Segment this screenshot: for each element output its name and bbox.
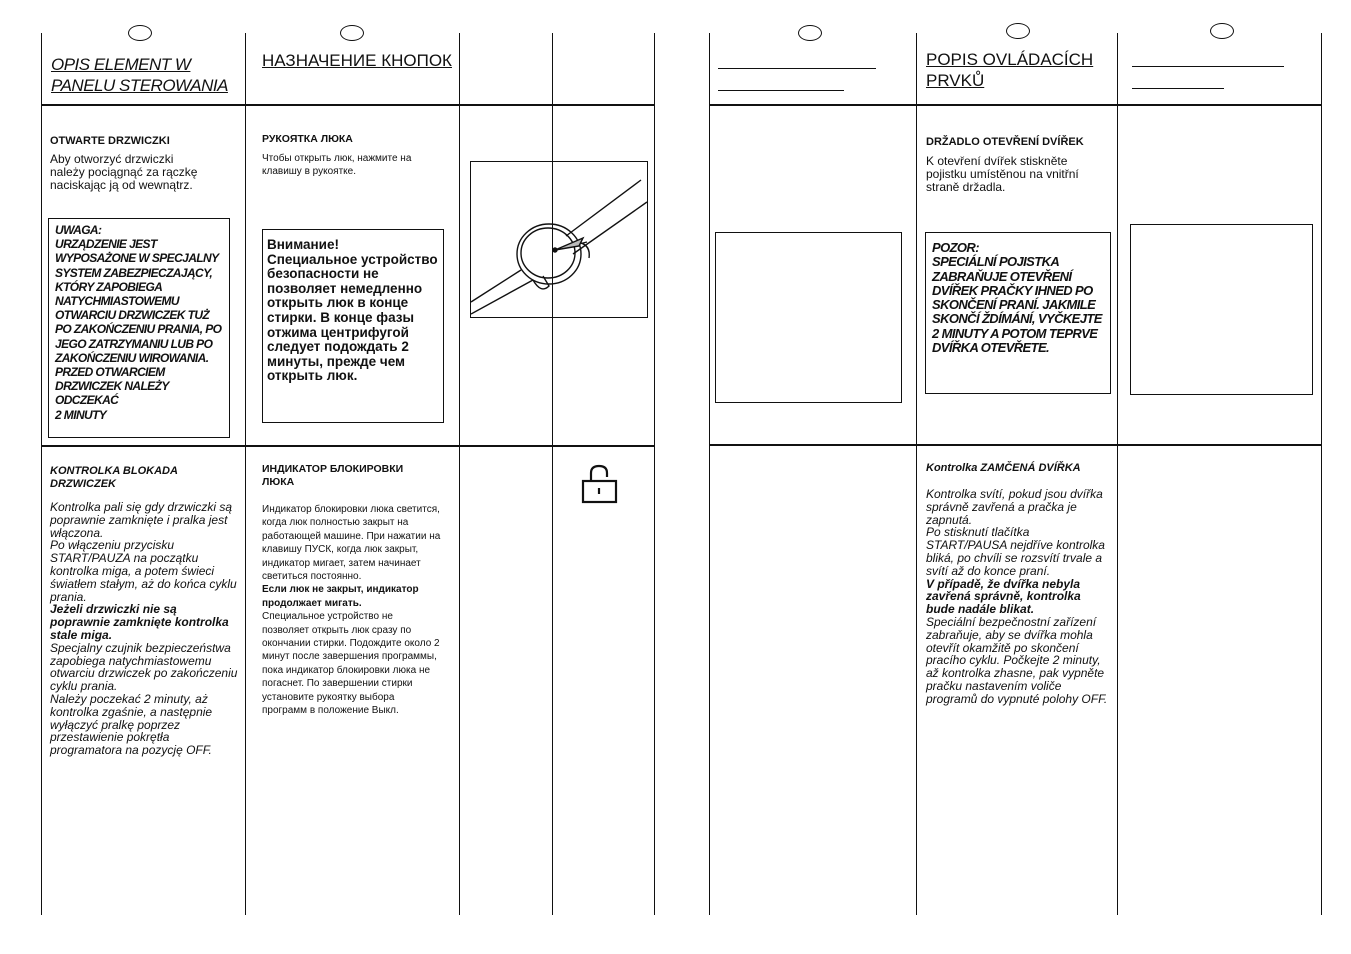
indicator-text-pl-2: Specjalny czujnik bezpieczeństwa zapobiega natychmiastowemu otwarciu drzwiczek po zakończeniu cyklu prania. Należy poczekać 2 minuty, aż kontrolka zgaśnie, a następnie wyłączyć pralkę poprzez przestawienie pokrętła programatora na pozycję OFF.	[50, 640, 238, 758]
section-heading-ru: РУКОЯТКА ЛЮКА	[262, 133, 353, 145]
indicator-text-ru-2: Специальное устройство не позволяет открыть люк сразу по окончании стирки. Подождите около 2 минут после завершения программы, пока индикатор блокировки люка не погаснет. По завершении стирки установите рукоятку выбора программ в положение Выкл.	[262, 611, 440, 717]
section-text-pl: Aby otworzyć drzwiczki należy pociągnąć za rączkę naciskając ją od wewnątrz.	[50, 152, 198, 192]
warning-text-cz: POZOR: SPECIÁLNÍ POJISTKA ZABRAŇUJE OTEVŘENÍ DVÍŘEK PRAČKY IHNED PO SKONČENÍ PRANÍ. JAKMILE SKONČÍ ŽDÍMÁNÍ, VYČKEJTE 2 MINUTY A POTOM TEPRVE DVÍŘKA OTEVŘETE.	[932, 240, 1102, 356]
warning-text-ru: Внимание! Специальное устройство безопасности не позволяет немедленно открыть люк в конце стирки. В конце фазы отжима центрифугой следует подождать 2 минуты, прежде чем открыть люк.	[267, 237, 438, 384]
blank-title-line	[718, 90, 844, 91]
warning-box-pl	[48, 218, 230, 438]
blank-title-line	[718, 68, 876, 69]
door-handle-icon	[471, 162, 647, 317]
indicator-text-cz	[926, 488, 1112, 706]
blank-title-line	[1132, 88, 1224, 89]
warning-text-pl: UWAGA: URZĄDZENIE JEST WYPOSAŻONE W SPECJALNY SYSTEM ZABEZPIECZAJĄCY, KTÓRY ZAPOBIEGA NATYCHMIASTOWEMU OTWARCIU DRZWICZEK TUŻ PO ZAKOŃCZENIU PRANIA, PO JEGO ZATRZYMANIU LUB PO ZAKOŃCZENIU WIROWANIA. PRZED OTWARCIEM DRZWICZEK NALEŻY ODCZEKAĆ 2 MINUTY	[55, 223, 222, 422]
page-title-pl: OPIS ELEMENT W PANELU STEROWANIA	[51, 55, 228, 95]
indicator-text-ru-bold: Если люк не закрыт, индикатор продолжает мигать.	[262, 584, 419, 609]
indicator-text-cz-1: Kontrolka svítí, pokud jsou dvířka správně zavřená a pračka je zapnutá. Po stisknutí tlačítka START/PAUSA nejdříve kontrolka bliká, po chvíli se rozsvítí trvale a svítí až do konce praní.	[926, 487, 1105, 578]
warning-box-cz	[925, 232, 1111, 394]
section-heading-cz: DRŽADLO OTEVŘENÍ DVÍŘEK	[926, 136, 1084, 148]
page-title-ru: НАЗНАЧЕНИЕ КНОПОК	[262, 51, 452, 70]
section-text-cz: K otevření dvířek stiskněte pojistku umístěnou na vnitřní straně držadla.	[926, 154, 1079, 194]
blank-title-line	[1132, 66, 1284, 67]
page-title-cz: POPIS OVLÁDACÍCH PRVKŮ	[926, 50, 1094, 90]
section-text-ru: Чтобы открыть люк, нажмите на клавишу в рукоятке.	[262, 153, 412, 178]
language-flag-circle	[1006, 23, 1030, 39]
indicator-text-pl	[50, 501, 240, 757]
padlock-icon	[580, 463, 620, 505]
indicator-text-cz-2: Speciální bezpečnostní zařízení zabraňuje, aby se dvířka mohla otevřít okamžitě po skončení pracího cyklu. Počkejte 2 minuty, až kontrolka zhasne, pak vypněte pračku nastavením voliče programů do vypnuté polohy OFF.	[926, 614, 1108, 706]
language-flag-circle	[798, 25, 822, 41]
door-handle-illustration-frame	[470, 161, 648, 318]
language-flag-circle	[340, 25, 364, 41]
indicator-heading-pl: KONTROLKA BLOKADA DRZWICZEK	[50, 465, 178, 490]
language-flag-circle	[128, 25, 152, 41]
section-heading-pl: OTWARTE DRZWICZKI	[50, 135, 170, 147]
empty-box	[1130, 224, 1313, 395]
indicator-text-pl-bold: Jeżeli drzwiczki nie są poprawnie zamknięte kontrolka stale miga.	[50, 602, 229, 642]
indicator-text-cz-bold: V případě, že dvířka nebyla zavřená správně, kontrolka bude nadále blikat.	[926, 576, 1081, 617]
indicator-heading-ru: ИНДИКАТОР БЛОКИРОВКИ ЛЮКА	[262, 463, 404, 488]
indicator-heading-cz: Kontrolka ZAMČENÁ DVÍŘKA	[926, 462, 1081, 474]
indicator-text-pl-1: Kontrolka pali się gdy drzwiczki są poprawnie zamknięte i pralka jest włączona. Po włączeniu przycisku START/PAUZA na początku kontrolka miga, a potem świeci światłem stałym, aż do końca cyklu prania.	[50, 500, 237, 604]
empty-box	[715, 232, 902, 403]
warning-box-ru	[262, 229, 444, 423]
language-flag-circle	[1210, 23, 1234, 39]
indicator-text-ru-1: Индикатор блокировки люка светится, когда люк полностью закрыт на работающей машине. При нажатии на клавишу ПУСК, когда люк закрыт, индикатор мигает, затем начинает светиться постоянно.	[262, 504, 441, 583]
indicator-text-ru	[262, 503, 442, 718]
